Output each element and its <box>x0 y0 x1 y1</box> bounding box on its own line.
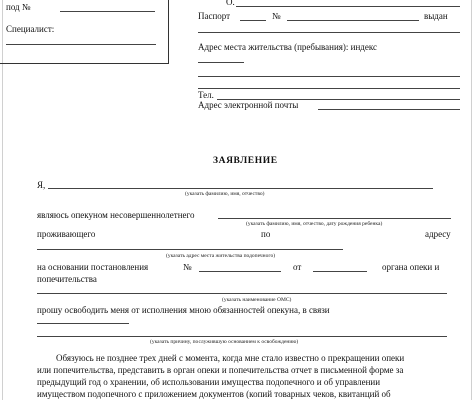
child-info-field[interactable] <box>218 218 451 219</box>
registration-number-field[interactable] <box>60 11 155 12</box>
applicant-name-field[interactable] <box>236 6 460 7</box>
paragraph-line-1: Обязуюсь не позднее трех дней с момента, когда мне стало известно о прекращении опеки <box>56 353 405 363</box>
authority-label: органа опеки и <box>382 262 440 272</box>
issued-label: выдан <box>424 11 448 21</box>
passport-label: Паспорт <box>198 11 231 21</box>
email-field[interactable] <box>318 109 460 110</box>
page-right-edge <box>471 0 472 400</box>
address-field-1[interactable] <box>198 76 460 77</box>
phone-label: Тел. <box>198 90 214 100</box>
document-title: ЗАЯВЛЕНИЕ <box>213 156 278 166</box>
hint-oms: (указать наименование ОМС) <box>222 297 292 303</box>
address-word: адресу <box>425 229 451 239</box>
trusteeship-label: попечительства <box>37 274 97 284</box>
under-no-label: под № <box>6 2 31 12</box>
applicant-fio-field[interactable] <box>48 188 433 189</box>
from-label: от <box>293 262 302 272</box>
reason-field-start[interactable] <box>37 323 129 324</box>
passport-no-label: № <box>272 11 281 21</box>
resolution-number-field[interactable] <box>199 271 281 272</box>
paragraph-line-3: предыдущий год о хранении, об использовании имущества подопечного и об управлении <box>37 377 381 387</box>
specialist-label: Специалист: <box>6 24 55 34</box>
request-text: прошу освободить меня от исполнения мною обязанностей опекуна, в связи <box>37 305 330 315</box>
hint-fio: (указать фамилию, имя, отчество) <box>185 191 265 197</box>
paragraph-line-4: имуществом подопечного с приложением документов (копий товарных чеков, квитанций об <box>37 389 391 399</box>
passport-series-field[interactable] <box>240 20 266 21</box>
reason-field[interactable] <box>37 336 447 337</box>
guardian-text: являюсь опекуном несовершеннолетнего <box>37 210 195 220</box>
address-field-2[interactable] <box>198 88 460 89</box>
hint-child: (указать фамилию, имя, отчество, дату рождения ребенка) <box>246 221 383 227</box>
i-label: Я, <box>37 180 46 190</box>
address-label: Адрес места жительства (пребывания): индекс <box>198 42 378 52</box>
postal-index-field[interactable] <box>198 62 244 63</box>
hint-reason: (указать причину, послужившую основанием к освобождению) <box>150 339 299 345</box>
oms-name-field[interactable] <box>37 293 447 294</box>
resolution-date-field[interactable] <box>313 271 367 272</box>
basis-label: на основании постановления <box>37 262 149 272</box>
paragraph-line-2: или попечительства, представить в орган опеки и попечительства отчет в письменной форме за <box>37 365 404 375</box>
passport-issued-field[interactable] <box>198 32 460 33</box>
basis-no-label: № <box>183 262 192 272</box>
living-label: проживающего <box>37 229 96 239</box>
specialist-name-field[interactable] <box>6 44 156 45</box>
po-label: по <box>261 229 271 239</box>
hint-child-address: (указать адрес места жительства подопечного) <box>166 253 276 259</box>
email-label: Адрес электронной почты <box>198 100 299 110</box>
passport-number-field[interactable] <box>287 20 419 21</box>
o-label: О. <box>226 0 235 7</box>
child-address-field[interactable] <box>37 249 343 250</box>
